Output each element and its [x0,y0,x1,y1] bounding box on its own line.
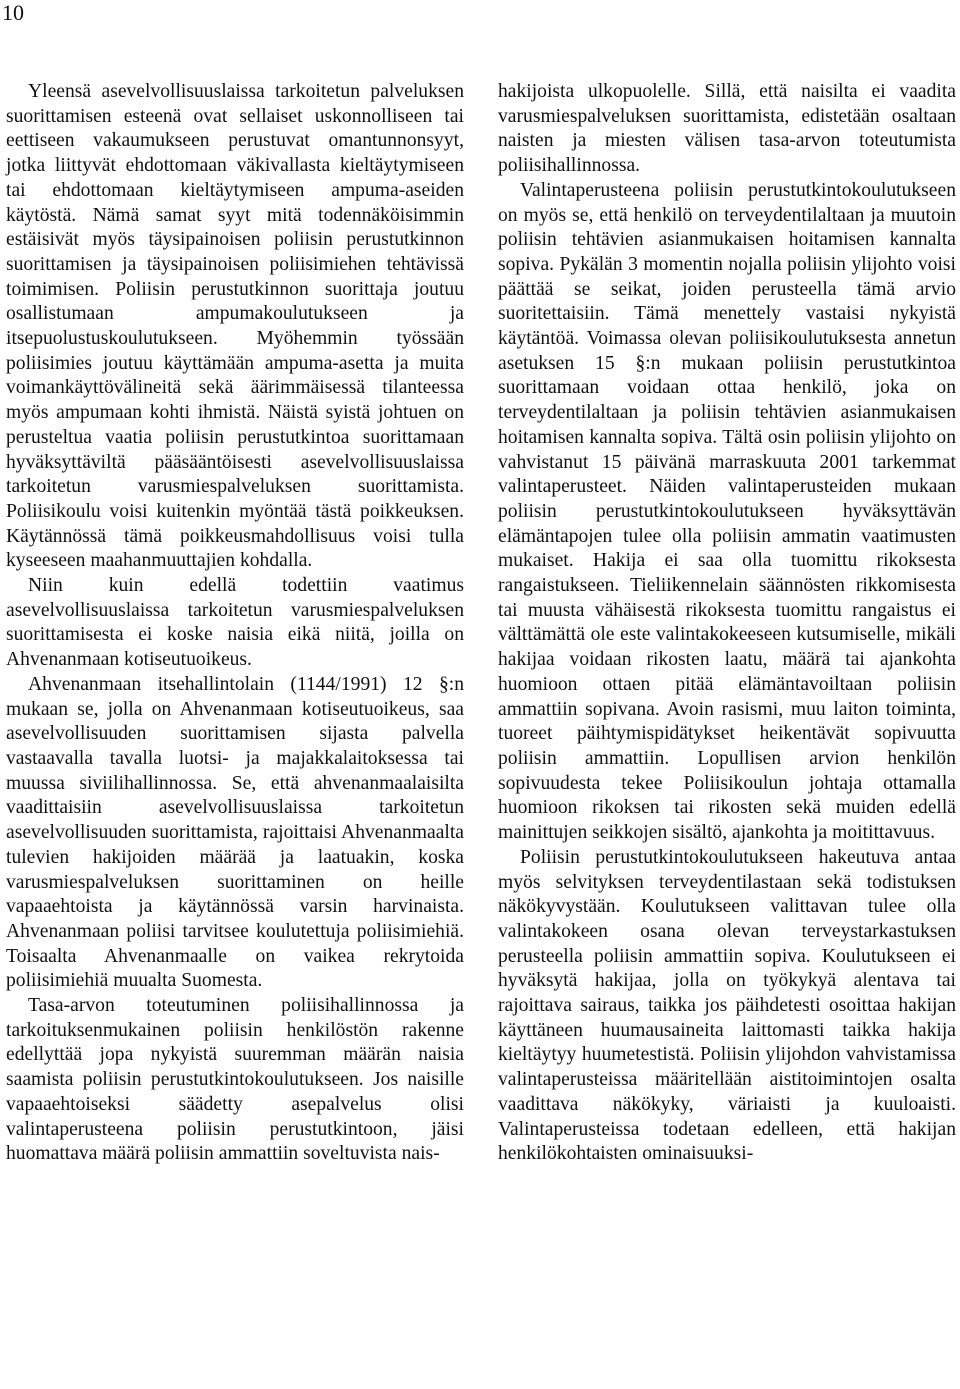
right-column [498,80,956,1167]
paragraph: Tasa-arvon toteutuminen poliisihallinnossa ja tarkoituksenmukainen poliisin henkilöstön rakenne edellyttää jopa nykyistä suuremman määrän naisia saamista poliisin perustutkintokoulutukseen. Jos naisille vapaaehtoiseksi säädetty asepalvelus olisi valintaperusteena poliisin perustutkintoon, jäisi huomattava määrä poliisin ammattiin soveltuvista nais- [6,995,464,1165]
paragraph: Ahvenanmaan itsehallintolain (1144/1991) 12 §:n mukaan se, jolla on Ahvenanmaan kotiseutuoikeus, saa asevelvollisuuden suorittamisen sijasta palvella vastaavalla tavalla luotsi- ja majakkalaitoksessa tai muussa siviilihallinnossa. Se, että ahvenanmaalaisilta vaadittaisiin asevelvollisuuslaissa tarkoitetun asevelvollisuuden suorittamista, rajoittaisi Ahvenanmaalta tulevien hakijoiden määrää ja laatuakin, koska varusmiespalveluksen suorittaminen on heille vapaaehtoista ja käytännössä varsin harvinaista. Ahvenanmaan poliisi tarvitsee koulutettuja poliisimiehiä. Toisaalta Ahvenanmaalle on vaikea rekrytoida poliisimiehiä muualta Suomesta. [6,673,464,992]
page-number: 10 [2,0,24,25]
left-column [6,80,464,1167]
paragraph: Valintaperusteena poliisin perustutkintokoulutukseen on myös se, että henkilö on terveydentilaltaan ja muutoin poliisin tehtävien asianmukaisen hoitamisen kannalta sopiva. Pykälän 3 momentin nojalla poliisin ylijohto voisi päättää se seikat, joiden perusteella tämä arvio suoritettaisiin. Tämä menettely vastaisi nykyistä käytäntöä. Voimassa olevan poliisikoulutuksesta annetun asetuksen 15 §:n mukaan poliisin perustutkintoa suorittamaan voidaan ottaa henkilö, joka on terveydentilaltaan ja poliisin tehtävien asianmukaisen hoitamisen kannalta sopiva. Tältä osin poliisin ylijohto on vahvistanut 15 päivänä marraskuuta 2001 tarkemmat valintaperusteet. Näiden valintaperusteiden mukaan poliisin perustutkintokoulutukseen hyväksyttävän elämäntapojen tulee olla poliisin ammatin vaatimusten mukaiset. Hakija ei saa olla tuomittu rikoksesta rangaistukseen. Tieliikennelain säännösten rikkomisesta tai muusta vähäisestä rikoksesta tuomittu rangaistus ei välttämättä ole este valintakokeeseen kutsumiselle, mikäli hakijaa voidaan rikosten laatu, määrä tai ajankohta huomioon ottaen pitää elämäntavoiltaan poliisin ammattiin sopivana. Avoin rasismi, muu laiton toiminta, tuoreet päihtymispidätykset heikentävät sopivuutta poliisin ammattiin. Lopullisen arvion henkilön sopivuudesta tekee Poliisikoulun johtaja ottamalla huomioon rikoksen tai rikosten sekä muiden edellä mainittujen seikkojen sisältö, ajankohta ja moitittavuus. [498,179,956,844]
paragraph: Niin kuin edellä todettiin vaatimus asevelvollisuuslaissa tarkoitetun varusmiespalveluksen suorittamisesta ei koske naisia eikä niitä, joilla on Ahvenanmaan kotiseutuoikeus. [6,575,464,671]
paragraph: hakijoista ulkopuolelle. Sillä, että naisilta ei vaadita varusmiespalveluksen suorittamista, edistetään osaltaan naisten ja miesten välisen tasa-arvon toteutumista poliisihallinnossa. [498,81,956,177]
paragraph: Poliisin perustutkintokoulutukseen hakeutuva antaa myös selvityksen terveydentilastaan sekä todistuksen näkökyvystään. Koulutukseen valittavan tulee olla valintakokeen osana olevan terveystarkastuksen perusteella poliisin ammattiin sopiva. Koulutukseen ei hyväksytä hakijaa, jolla on työkykyä alentava tai rajoittava sairaus, taikka jos päihdetesti osoittaa hakijan käyttäneen huumausaineita laittomasti taikka hakija kieltäytyy huumetestistä. Poliisin ylijohdon vahvistamissa valintaperusteissa määritellään aistitoimintojen osalta vaadittava näkökyky, väriaisti ja kuuloaisti. Valintaperusteissa todetaan edelleen, että hakijan henkilökohtaisten ominaisuuksi- [498,846,956,1165]
paragraph: Yleensä asevelvollisuuslaissa tarkoitetun palveluksen suorittamisen esteenä ovat sellaiset uskonnolliseen tai eettiseen vakaumukseen perustuvat omantunnonsyyt, jotka liittyvät ehdottomaan väkivallasta kieltäytymiseen tai ehdottomaan kieltäytymiseen ampuma-aseiden käytöstä. Nämä samat syyt mitä todennäköisimmin estäisivät myös täysipainoisen poliisin perustutkinnon suorittamisen ja täysipainoisen poliisimiehen tehtävissä toimimisen. Poliisin perustutkinnon suorittaja joutuu osallistumaan ampumakoulutukseen ja itsepuolustuskoulutukseen. Myöhemmin työssään poliisimies joutuu käyttämään ampuma-asetta ja muita voimankäyttövälineitä sekä äärimmäisessä tilanteessa myös ampumaan kohti ihmistä. Näistä syistä johtuen on perusteltua vaatia poliisin perustutkintoa suorittamaan hyväksyttäviltä pääsääntöisesti asevelvollisuuslaissa tarkoitetun varusmiespalveluksen suorittamista. Poliisikoulu voisi kuitenkin myöntää tästä poikkeuksen. Käytännössä tämä poikkeusmahdollisuus voisi tulla kyseeseen maahanmuuttajien kohdalla. [6,81,464,572]
